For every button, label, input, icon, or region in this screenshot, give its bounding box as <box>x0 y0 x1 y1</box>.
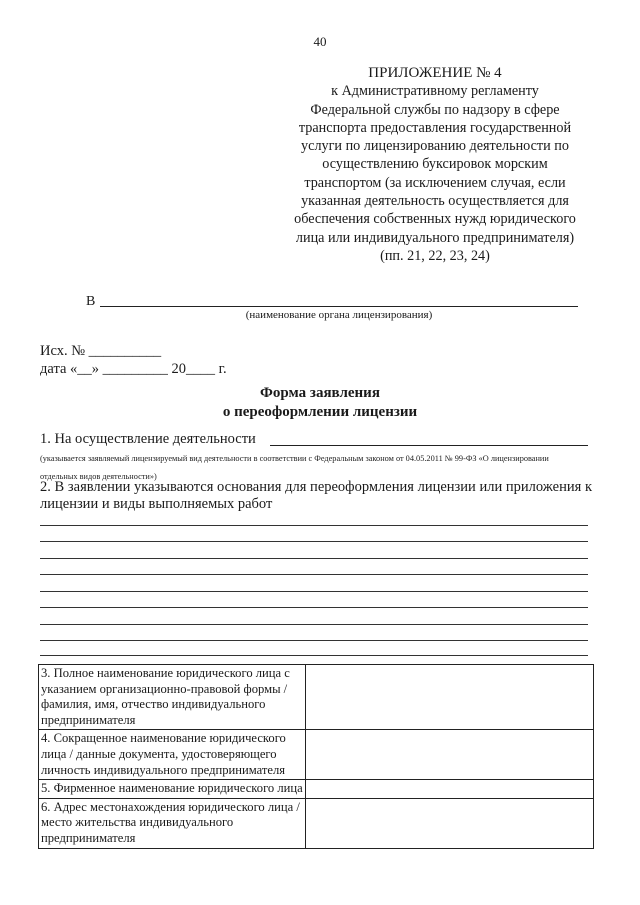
appendix-header-line: осуществлению буксировок морским <box>322 156 548 173</box>
page-number: 40 <box>313 34 327 49</box>
table-row <box>39 665 594 730</box>
row-label: 3. Полное наименование юридического лица с указанием организационно-правовой формы / фамилия, имя, отчество индивидуального предпринимателя <box>39 665 306 730</box>
table-row <box>39 798 594 848</box>
row-label: 4. Сокращенное наименование юридического лица / данные документа, удостоверяющего личность индивидуального предпринимателя <box>39 730 306 780</box>
addressee-prefix: В <box>86 294 96 309</box>
item1-note: (указывается заявляемый лицензируемый вид деятельности в соответствии с Федеральным законом от 04.05.2011 № 99-ФЗ «О лицензировании <box>40 454 549 463</box>
row-label: 5. Фирменное наименование юридического лица <box>39 780 306 799</box>
appendix-header <box>262 64 608 265</box>
activity-field[interactable] <box>270 445 588 446</box>
row-value-cell[interactable] <box>306 798 594 848</box>
blank-line[interactable] <box>40 591 588 592</box>
appendix-header-line: услуги по лицензированию деятельности по <box>301 138 569 155</box>
table-row <box>39 780 594 799</box>
blank-line[interactable] <box>40 525 588 526</box>
row-value-cell[interactable] <box>306 665 594 730</box>
row-label: 6. Адрес местонахождения юридического лица / место жительства индивидуального предпринимателя <box>39 798 306 848</box>
appendix-header-line: транспорта предоставления государственной <box>298 119 572 136</box>
appendix-header-line: лица или индивидуального предпринимателя) <box>295 229 575 246</box>
row-value-cell[interactable] <box>306 730 594 780</box>
form-title <box>0 384 640 422</box>
item1-label: 1. На осуществление деятельности <box>40 431 256 447</box>
blank-line[interactable] <box>40 574 588 575</box>
form-title-line: о переоформлении лицензии <box>222 404 418 420</box>
blank-line[interactable] <box>40 541 588 542</box>
appendix-header-line: (пп. 21, 22, 23, 24) <box>380 247 490 264</box>
item1-note: отдельных видов деятельности») <box>40 472 157 481</box>
blank-line[interactable] <box>40 607 588 608</box>
outgoing-number: Исх. № __________ <box>40 343 162 359</box>
form-title-line: Форма заявления <box>260 385 380 401</box>
blank-line[interactable] <box>40 624 588 625</box>
appendix-header-line: обеспечения собственных нужд юридического <box>294 211 576 228</box>
item2-text: 2. В заявлении указываются основания для переоформления лицензии или приложения к лицензии и виды выполняемых работ <box>40 479 592 512</box>
table-row <box>39 730 594 780</box>
appendix-header-line: к Административному регламенту <box>331 83 539 100</box>
appendix-title: ПРИЛОЖЕНИЕ № 4 <box>368 65 502 81</box>
addressee-field[interactable] <box>100 306 578 307</box>
applicant-details-table <box>38 664 594 849</box>
appendix-header-line: транспортом (за исключением случая, если <box>304 174 566 191</box>
row-value-cell[interactable] <box>306 780 594 799</box>
addressee-caption: (наименование органа лицензирования) <box>245 309 433 321</box>
outgoing-date: дата «__» _________ 20____ г. <box>40 361 227 377</box>
blank-line[interactable] <box>40 558 588 559</box>
appendix-header-line: Федеральной службы по надзору в сфере <box>310 101 560 118</box>
appendix-header-line: указанная деятельность осуществляется для <box>301 193 569 210</box>
blank-line[interactable] <box>40 640 588 641</box>
blank-line[interactable] <box>40 655 588 656</box>
